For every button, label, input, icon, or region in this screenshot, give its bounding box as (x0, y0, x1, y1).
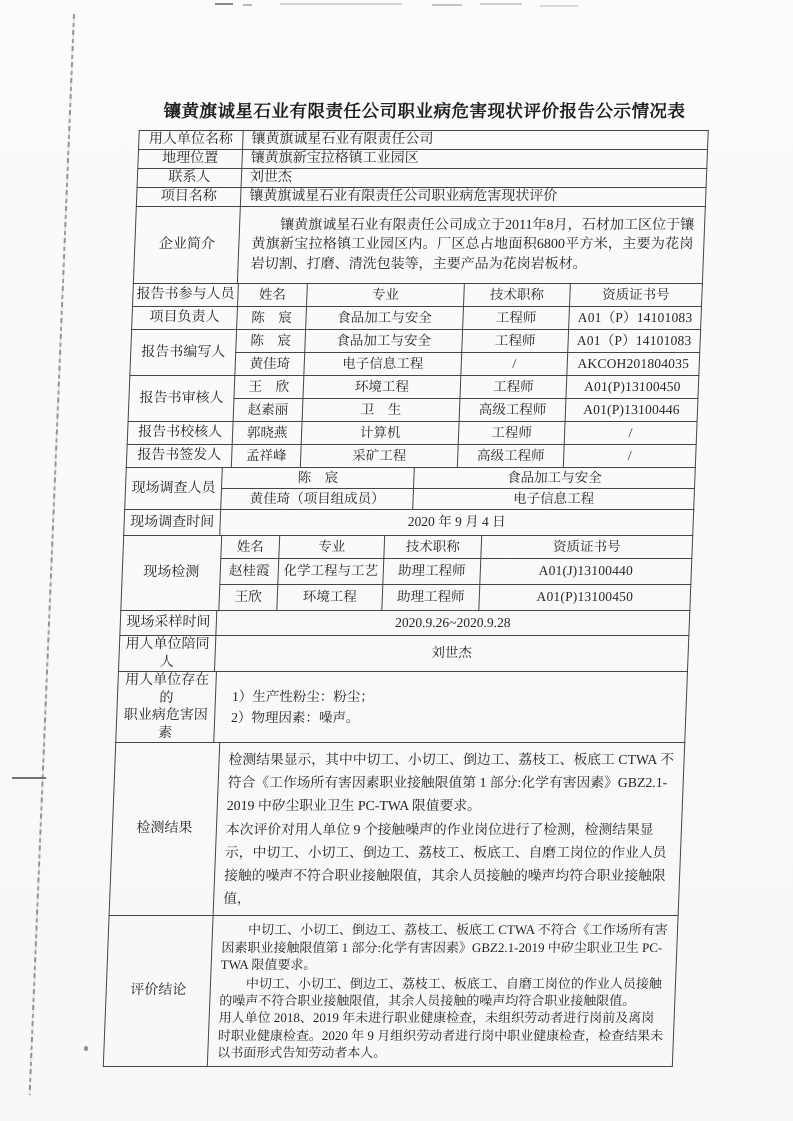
scan-artifact-dash (432, 4, 462, 6)
col-header-cert: 资质证书号 (481, 536, 693, 559)
scan-artifact-mark (12, 777, 46, 779)
table-row (131, 330, 701, 353)
result-paragraph: 本次评价对用人单位 9 个接触噪声的作业岗位进行了检测，检测结果显示，中切工、小切工、倒边工、荔枝工、板底工、自磨工岗位的作业人员接触的噪声不符合职业接触限值，其余人员接触的噪声均符合职业接触限值， (222, 821, 667, 907)
table-row (127, 422, 697, 445)
cell-detection-result-text (213, 743, 685, 916)
cell-name: 王 欣 (234, 376, 304, 399)
cell-title: 工程师 (460, 376, 567, 399)
hazard-item: 1）生产性粉尘：粉尘； (231, 689, 375, 704)
document-title: 镶黄旗诚星石业有限责任公司职业病危害现状评价报告公示情况表 (163, 101, 686, 121)
col-header-name: 姓名 (237, 284, 307, 307)
scan-artifact-dash (540, 5, 578, 7)
cell-name: 孟祥峰 (231, 445, 301, 468)
section-label: 现场检测 (121, 536, 222, 611)
cell-label: 企业简介 (133, 207, 240, 284)
section-label: 现场调查人员 (125, 468, 223, 510)
cell-label: 评价结论 (103, 916, 213, 1067)
document-content (103, 98, 710, 1067)
cell-cert: A01（P）14101083 (568, 330, 701, 353)
cell-cert: A01(J)13100440 (480, 559, 692, 585)
cell-cert: A01(P)13100446 (565, 399, 698, 422)
col-header-title: 技术职称 (463, 284, 570, 307)
section-label: 报告书参与人员 (132, 284, 238, 307)
cell-label: 联系人 (137, 169, 242, 188)
cell-role: 报告书编写人 (130, 330, 237, 376)
cell-major: 环境工程 (277, 585, 383, 611)
hazards-label-line2: 职业病危害因素 (123, 708, 209, 741)
hazard-item: 2）物理因素：噪声。 (230, 710, 360, 725)
table-row (132, 307, 702, 330)
scan-artifact-dash (280, 3, 402, 5)
cell-name: 黄佳琦 (235, 353, 305, 376)
row-company-name (139, 131, 709, 150)
cell-label: 现场调查时间 (124, 510, 221, 536)
cell-title: 助理工程师 (383, 559, 481, 585)
cell-value: 镶黄旗诚星石业有限责任公司 (243, 131, 709, 150)
cell-value: 刘世杰 (241, 169, 707, 188)
cell-major: 电子信息工程 (413, 489, 695, 510)
survey-table (124, 467, 696, 510)
hazards-table (115, 671, 688, 743)
cell-label (116, 672, 217, 743)
cell-label: 地理位置 (138, 150, 243, 169)
scan-artifact-dot (84, 1046, 88, 1051)
cell-value: 镶黄旗诚星石业有限责任公司职业病危害现状评价 (240, 188, 706, 207)
col-header-cert: 资质证书号 (569, 284, 702, 307)
row-accompany (118, 636, 688, 672)
cell-label: 用人单位陪同人 (118, 636, 215, 672)
cell-label: 项目名称 (136, 188, 241, 207)
cell-value: 2020.9.26~2020.9.28 (216, 611, 690, 636)
cell-cert: A01（P）14101083 (569, 307, 702, 330)
row-hazards (116, 672, 688, 743)
cell-label: 用人单位名称 (139, 131, 244, 150)
cell-label: 检测结果 (109, 743, 220, 916)
conclusion-paragraph: 中切工、小切工、倒边工、荔枝工、板底工、自磨工岗位的作业人员接触的噪声不符合职业接触限值，其余人员接触的噪声均符合职业接触限值。 (219, 976, 663, 1009)
cell-title: / (461, 353, 568, 376)
cell-role: 报告书校核人 (127, 422, 233, 445)
scan-artifact-dash (243, 4, 252, 6)
cell-major: 食品加工与安全 (413, 468, 695, 489)
info-table (133, 130, 709, 284)
cell-major: 电子信息工程 (304, 353, 462, 376)
col-header-major: 专业 (306, 284, 464, 307)
row-location (138, 150, 708, 169)
cell-cert: / (563, 445, 696, 468)
detection-header-row (123, 536, 693, 559)
cell-name: 陈 宸 (237, 307, 307, 330)
participants-table (126, 283, 703, 468)
cell-name: 赵素丽 (233, 399, 303, 422)
cell-value: 2020 年 9 月 4 日 (220, 510, 694, 536)
table-row (125, 468, 695, 489)
cell-cert: A01(P)13100450 (566, 376, 699, 399)
row-detection-result (109, 743, 685, 916)
cell-value: 镶黄旗新宝拉格镇工业园区 (242, 150, 708, 169)
row-sampling-time (120, 611, 690, 636)
col-header-name: 姓名 (221, 536, 280, 559)
cell-title: 高级工程师 (459, 399, 566, 422)
cell-major: 卫 生 (302, 399, 460, 422)
cell-major: 化学工程与工艺 (278, 559, 384, 585)
cell-value: 刘世杰 (214, 636, 688, 672)
cell-major: 环境工程 (303, 376, 461, 399)
scan-artifact-dash (480, 3, 522, 5)
hazards-label-line1: 用人单位存在的 (124, 673, 210, 706)
cell-name: 赵桂霞 (220, 559, 279, 585)
paper-edge-scan-line (29, 14, 75, 1095)
cell-title: 工程师 (458, 422, 565, 445)
col-header-title: 技术职称 (384, 536, 482, 559)
cell-major: 计算机 (301, 422, 459, 445)
survey-time-table (123, 509, 694, 536)
row-conclusion (103, 916, 678, 1067)
table-row (129, 376, 699, 399)
results-table (103, 742, 685, 1067)
cell-name: 陈 宸 (221, 468, 414, 489)
row-company-profile (133, 207, 705, 284)
result-paragraph: 检测结果显示，其中中切工、小切工、倒边工、荔枝工、板底工 CTWA 不符合《工作场所有害因素职业接触限值第 1 部分:化学有害因素》GBZ2.1-2019 中矽尘职业卫生 PC-TWA 限值要求。 (226, 752, 675, 814)
profile-paragraph: 镶黄旗诚星石业有限责任公司成立于2011年8月，石材加工区位于镶黄旗新宝拉格镇工业园区内。厂区总占地面积6800平方米，主要为花岗岩切割、打磨、清洗包装等，主要产品为花岗岩板材。 (250, 217, 695, 272)
cell-role: 报告书审核人 (128, 376, 235, 422)
sampling-table (118, 610, 690, 672)
participants-header-row (132, 284, 702, 307)
cell-conclusion-text (207, 916, 678, 1067)
cell-label: 现场采样时间 (120, 611, 217, 636)
cell-cert: AKCOH201804035 (567, 353, 700, 376)
cell-major: 食品加工与安全 (305, 330, 463, 353)
col-header-major: 专业 (279, 536, 385, 559)
cell-name: 黄佳琦（项目组成员） (221, 489, 414, 510)
cell-major: 采矿工程 (300, 445, 458, 468)
cell-role: 项目负责人 (132, 307, 238, 330)
detection-table (120, 535, 693, 611)
cell-name: 陈 宸 (236, 330, 306, 353)
cell-cert: / (564, 422, 697, 445)
cell-hazards-list (214, 672, 688, 743)
cell-title: 工程师 (462, 330, 569, 353)
row-project-name (136, 188, 706, 207)
cell-profile-text (237, 207, 705, 284)
row-survey-time (124, 510, 694, 536)
conclusion-paragraph: 中切工、小切工、倒边工、荔枝工、板底工 CTWA 不符合《工作场所有害因素职业接触限值第 1 部分:化学有害因素》GBZ2.1-2019 中矽尘职业卫生 PC-TWA 限值要求。 (220, 922, 668, 972)
conclusion-paragraph: 用人单位 2018、2019 年未进行职业健康检查，未组织劳动者进行岗前及离岗时职业健康检查。2020 年 9 月组织劳动者进行岗中职业健康检查，检查结果未以书面形式告知劳动者本人。 (217, 1010, 664, 1060)
cell-cert: A01(P)13100450 (479, 585, 691, 611)
scan-artifact-dash (215, 3, 233, 5)
row-contact (137, 169, 707, 188)
cell-name: 王欣 (219, 585, 278, 611)
cell-name: 郭晓燕 (232, 422, 302, 445)
cell-role: 报告书签发人 (126, 445, 232, 468)
cell-title: 助理工程师 (382, 585, 480, 611)
cell-title: 工程师 (463, 307, 570, 330)
table-row (126, 445, 696, 468)
cell-major: 食品加工与安全 (306, 307, 464, 330)
cell-title: 高级工程师 (457, 445, 564, 468)
